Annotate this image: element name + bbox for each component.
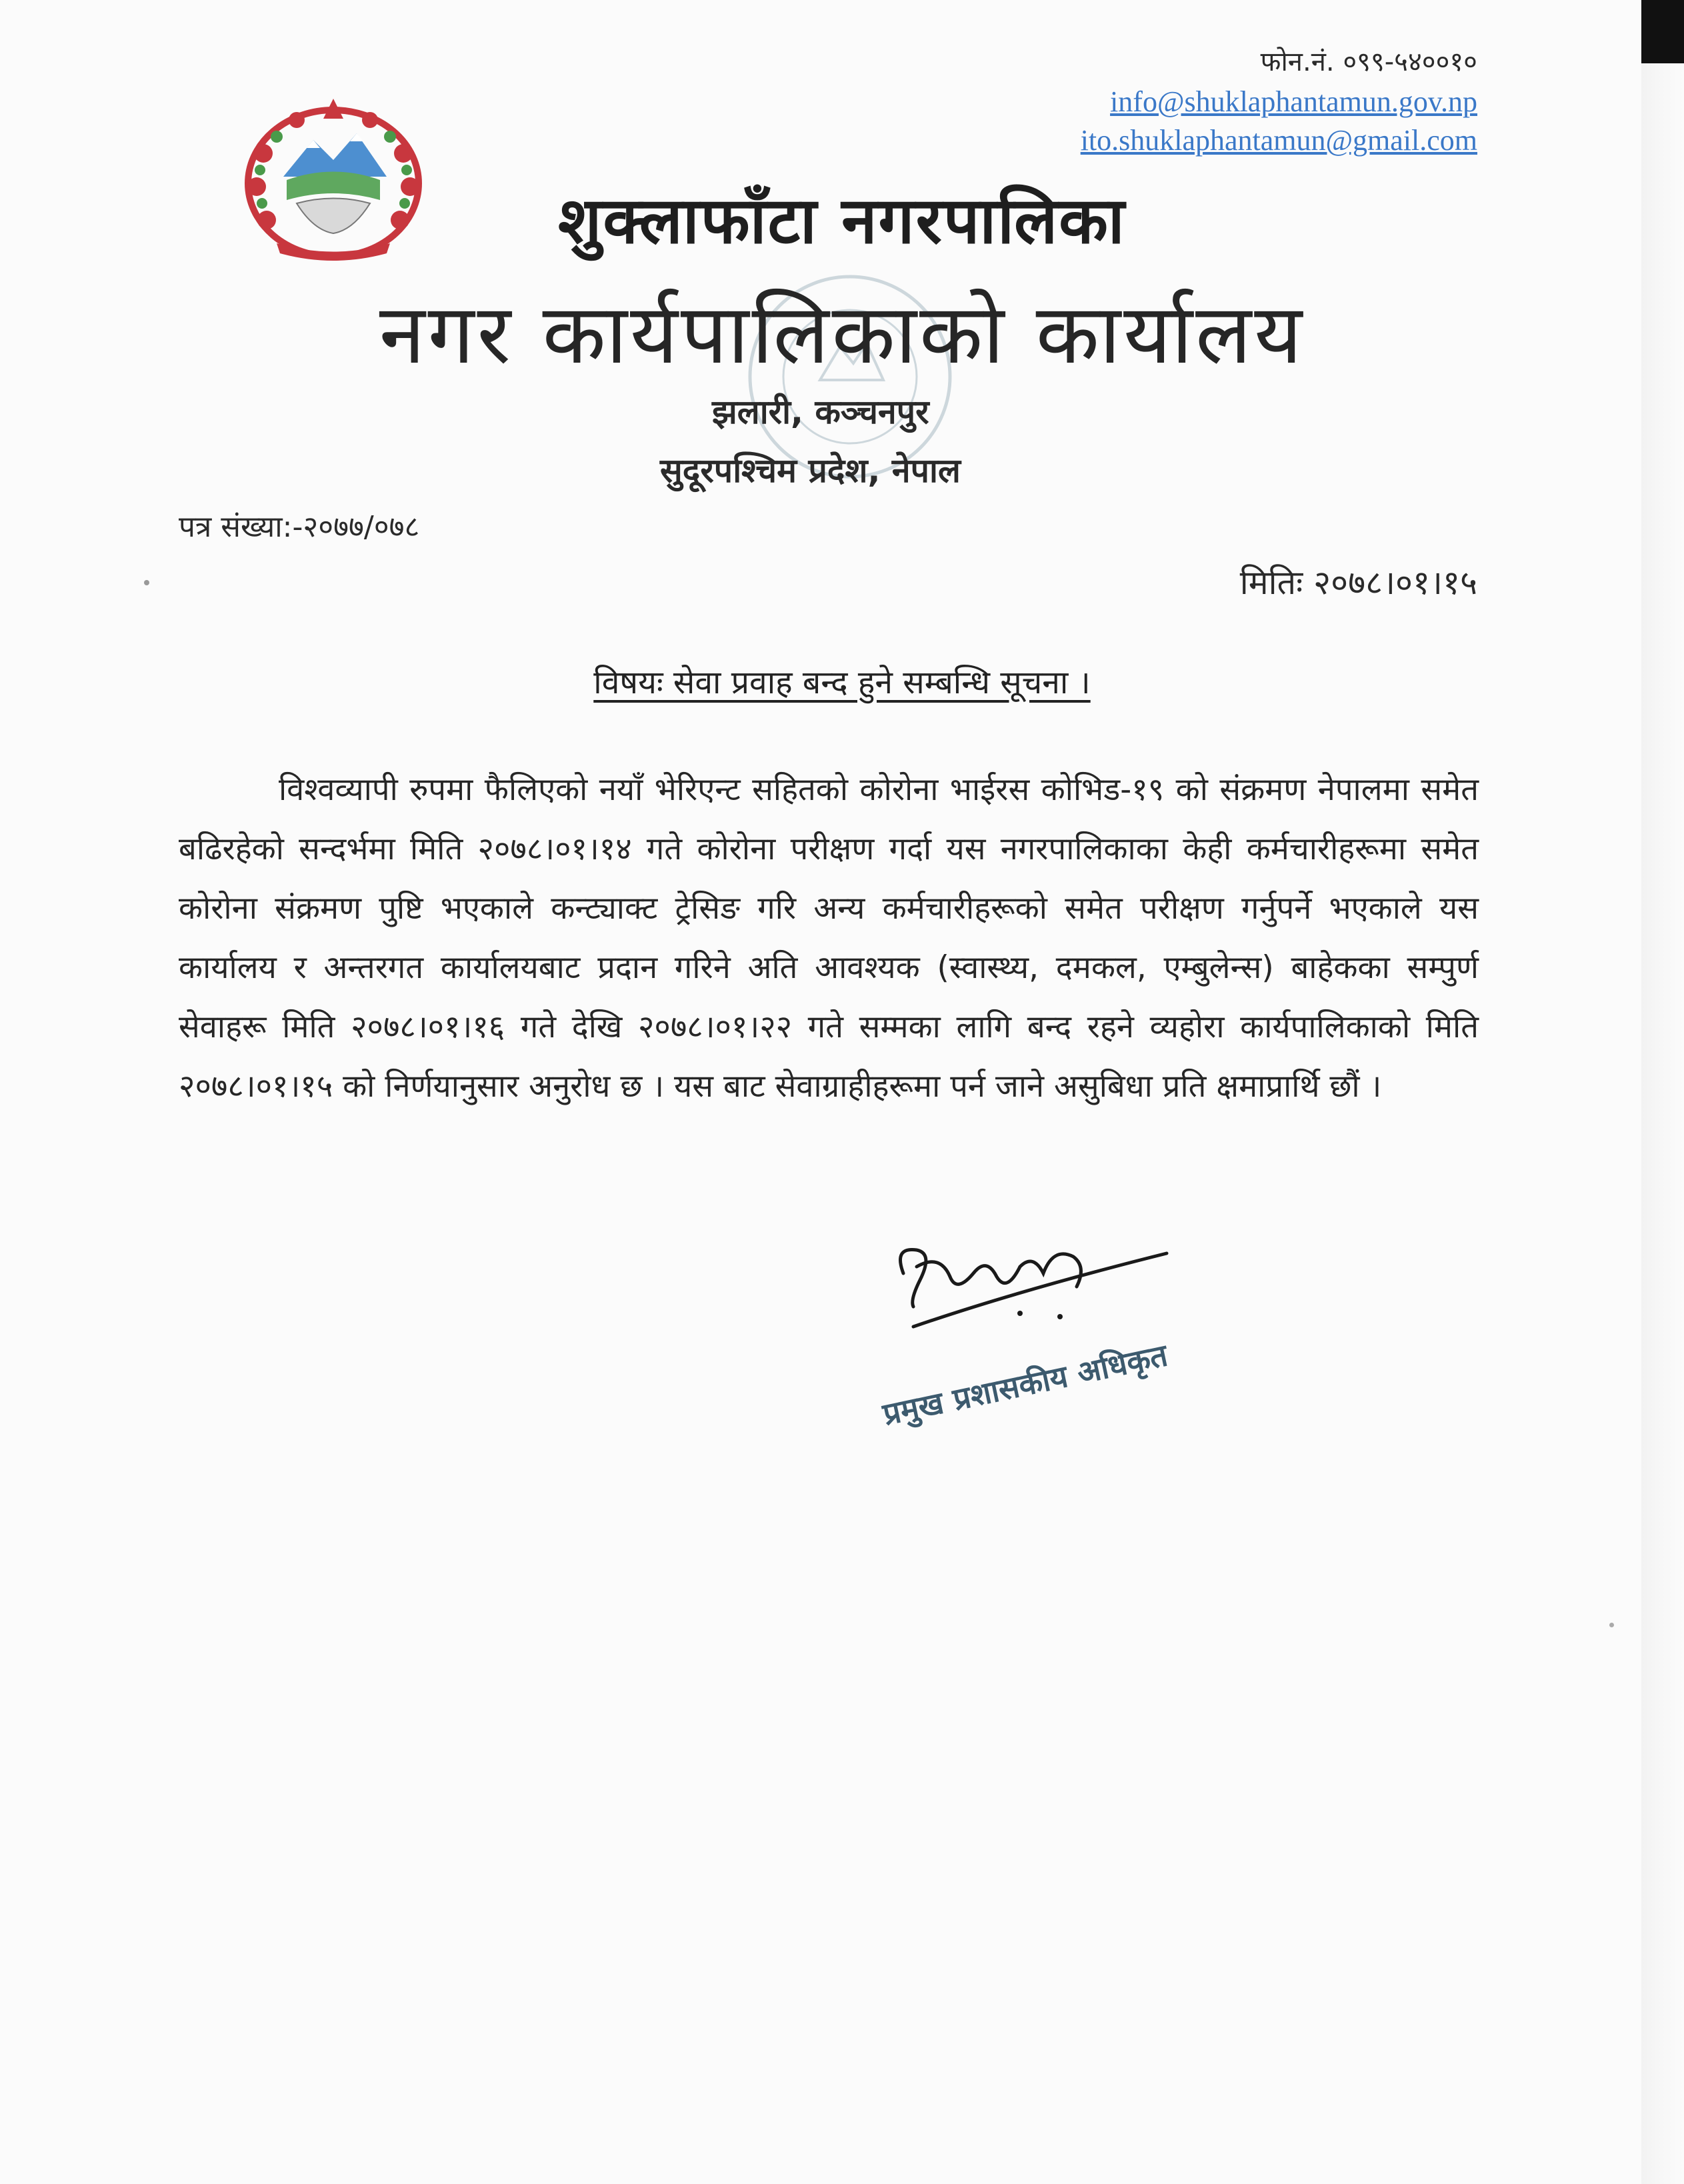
phone-number: फोन.नं. ०९९-५४००१० (1260, 47, 1477, 77)
stamp-designation: प्रमुख प्रशासकीय अधिकृत (879, 1337, 1171, 1433)
contact-block (1081, 41, 1477, 160)
scan-speck (1609, 1623, 1614, 1627)
reference-number: पत्र संख्या:-२०७७/०७८ (179, 510, 420, 544)
scan-corner (1641, 0, 1684, 63)
subject-text: विषयः सेवा प्रवाह बन्द हुने सम्बन्धि सूचना । (593, 664, 1091, 701)
signature-image (887, 1227, 1180, 1347)
address-line-1: झलारी, कञ्चनपुर (712, 393, 929, 431)
scan-speck (144, 580, 149, 585)
email-link-info[interactable]: info@shuklaphantamun.gov.np (1110, 85, 1477, 118)
address-line-2: सुदूरपश्चिम प्रदेश, नेपाल (660, 451, 961, 490)
municipality-name: शुक्लाफाँटा नगरपालिका (558, 183, 1126, 258)
letter-body: विश्वव्यापी रुपमा फैलिएको नयाँ भेरिएन्ट सहितको कोरोना भाईरस कोभिड-१९ को संक्रमण नेपालमा समेत बढिरहेको सन्दर्भमा मिति २०७८।०१।१४ गते कोरोना परीक्षण गर्दा यस नगरपालिकाका केही कर्मचारीहरूमा समेत कोरोना संक्रमण पुष्टि भएकाले कन्ट्याक्ट ट्रेसिङ गरि अन्य कर्मचारीहरूको समेत परीक्षण गर्नुपर्ने भएकाले यस कार्यालय र अन्तरगत कार्यालयबाट प्रदान गरिने अति आवश्यक (स्वास्थ्य, दमकल, एम्बुलेन्स) बाहेकका सम्पुर्ण सेवाहरू मिति २०७८।०१।१६ गते देखि २०७८।०१।२२ गते सम्मका लागि बन्द रहने व्यहोरा कार्यपालिकाको मिति २०७८।०१।१५ को निर्णयानुसार अनुरोध छ । यस बाट सेवाग्राहीहरूमा पर्न जाने असुबिधा प्रति क्षमाप्रार्थि छौं । (179, 771, 1479, 1105)
office-name: नगर कार्यपालिकाको कार्यालय (379, 287, 1305, 383)
email-link-ito[interactable]: ito.shuklaphantamun@gmail.com (1080, 124, 1477, 157)
letter-date: मितिः २०७८।०१।१५ (1239, 563, 1477, 602)
letter-subject (0, 660, 1684, 703)
